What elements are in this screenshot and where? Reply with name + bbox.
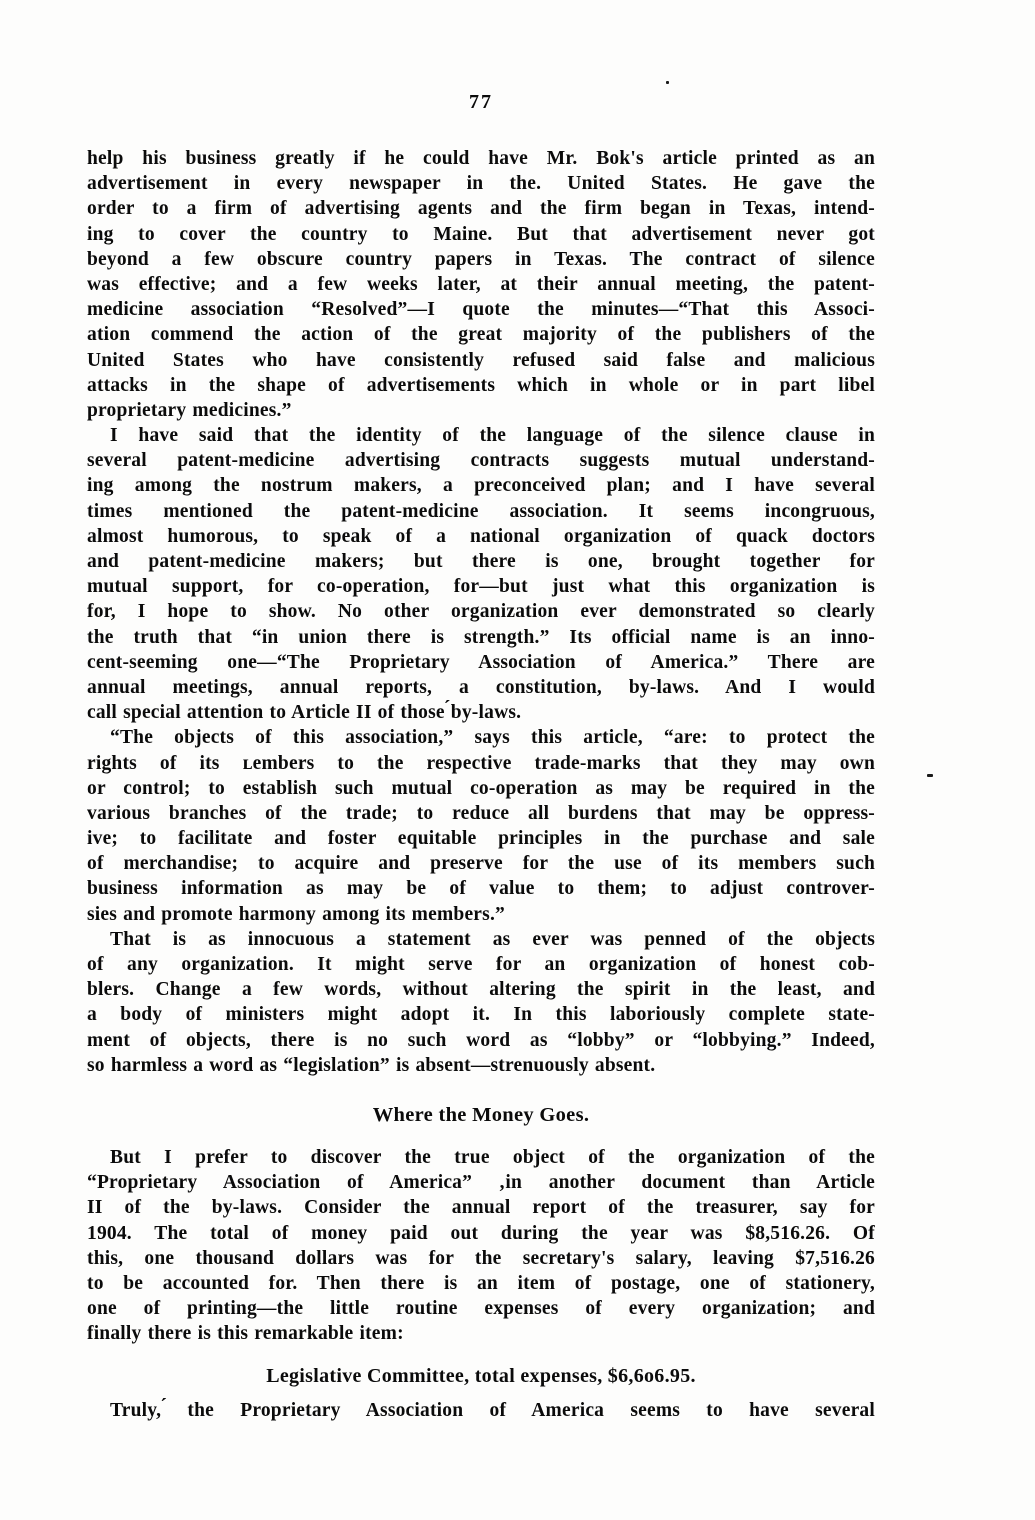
text-line: United States who have consistently refused said false and malicious [87,349,875,371]
text-line: cent-seeming one—“The Proprietary Association of America.” There are [87,651,875,673]
section-heading: Where the Money Goes. [372,1103,590,1126]
text-line: ive; to facilitate and foster equitable principles in the purchase and sale [87,828,875,850]
paragraph [87,1145,875,1347]
text-line: beyond a few obscure country papers in Texas. The contract of silence [87,248,875,270]
text-line: business information as may be of value to them; to adjust controver- [87,878,875,900]
text-line: various branches of the trade; to reduce all burdens that may be oppress- [87,802,875,824]
text-line: “The objects of this association,” says this article, “are: to protect the [110,727,875,749]
text-line: call special attention to Article II of those ́by-laws. [87,702,522,724]
text-line: annual meetings, annual reports, a constitution, by-laws. And I would [87,676,875,698]
text-line: finally there is this remarkable item: [87,1323,404,1345]
text-line: several patent-medicine advertising contracts suggests mutual understand- [87,450,875,472]
text-line: mutual support, for co-operation, for—but just what this organization is [87,576,875,598]
text-line: the truth that “in union there is strength.” Its official name is an inno- [87,626,875,648]
text-line: 1904. The total of money paid out during the year was $8,516.26. Of [87,1222,875,1244]
text-line: attacks in the shape of advertisements which in whole or in part libel [87,374,875,396]
text-line: Truly, ́the Proprietary Association of America seems to have several [110,1400,875,1422]
text-line: But I prefer to discover the true object of the organization of the [110,1146,875,1168]
text-line: advertisement in every newspaper in the. United States. He gave the [87,173,875,195]
paragraph [87,927,875,1078]
text-line: blers. Change a few words, without altering the spirit in the least, and [87,979,875,1001]
text-line: ment of objects, there is no such word as “lobby” or “lobbying.” Indeed, [87,1029,875,1051]
book-page [87,0,875,1424]
text-line: help his business greatly if he could have Mr. Bok's article printed as an [87,148,875,169]
paragraph [87,725,875,927]
text-line: and patent-medicine makers; but there is one, brought together for [87,551,875,572]
text-line: of merchandise; to acquire and preserve for the use of its members such [87,853,875,875]
text-line: “Proprietary Association of America” ‚in another document than Article [87,1172,875,1194]
text-line: II of the by-laws. Consider the annual report of the treasurer, say for [87,1197,875,1219]
text-line: I have said that the identity of the language of the silence clause in [110,425,875,447]
paragraph [87,146,875,423]
text-line: a body of ministers might adopt it. In this laboriously complete state- [87,1004,875,1026]
text-line: sies and promote harmony among its members.” [87,903,505,925]
text-line: of any organization. It might serve for an organization of honest cob- [87,954,875,975]
display-line: Legislative Committee, total expenses, $6,6o6.95. [266,1365,696,1388]
text-line: times mentioned the patent-medicine association. It seems incongruous, [87,500,875,522]
page-body [87,146,875,1424]
text-line: this, one thousand dollars was for the secretary's salary, leaving $7,516.26 [87,1247,875,1269]
text-line: or control; to establish such mutual co-operation as may be required in the [87,777,875,799]
ink-speck [666,81,669,84]
text-line: That is as innocuous a statement as ever was penned of the objects [110,928,875,950]
paragraph [87,1398,875,1423]
text-line: ing among the nostrum makers, a preconceived plan; and I have several [87,475,875,497]
text-line: so harmless a word as “legislation” is absent—strenuously absent. [87,1054,656,1076]
text-line: proprietary medicines.” [87,399,292,421]
text-line: rights of its ʟembers to the respective trade-marks that they may own [87,752,875,774]
text-line: ation commend the action of the great majority of the publishers of the [87,324,875,346]
paragraph [87,423,875,725]
page-number: 77 [469,91,493,113]
ink-speck [927,774,933,777]
text-line: to be accounted for. Then there is an item of postage, one of stationery, [87,1272,875,1294]
text-line: medicine association “Resolved”—I quote the minutes—“That this Associ- [87,299,875,321]
text-line: almost humorous, to speak of a national organization of quack doctors [87,525,875,547]
text-line: was effective; and a few weeks later, at their annual meeting, the patent- [87,273,875,295]
text-line: one of printing—the little routine expenses of every organization; and [87,1298,875,1320]
text-line: order to a firm of advertising agents and the firm began in Texas, intend- [87,198,875,220]
text-line: ing to cover the country to Maine. But that advertisement never got [87,223,875,245]
text-line: for, I hope to show. No other organization ever demonstrated so clearly [87,601,875,623]
